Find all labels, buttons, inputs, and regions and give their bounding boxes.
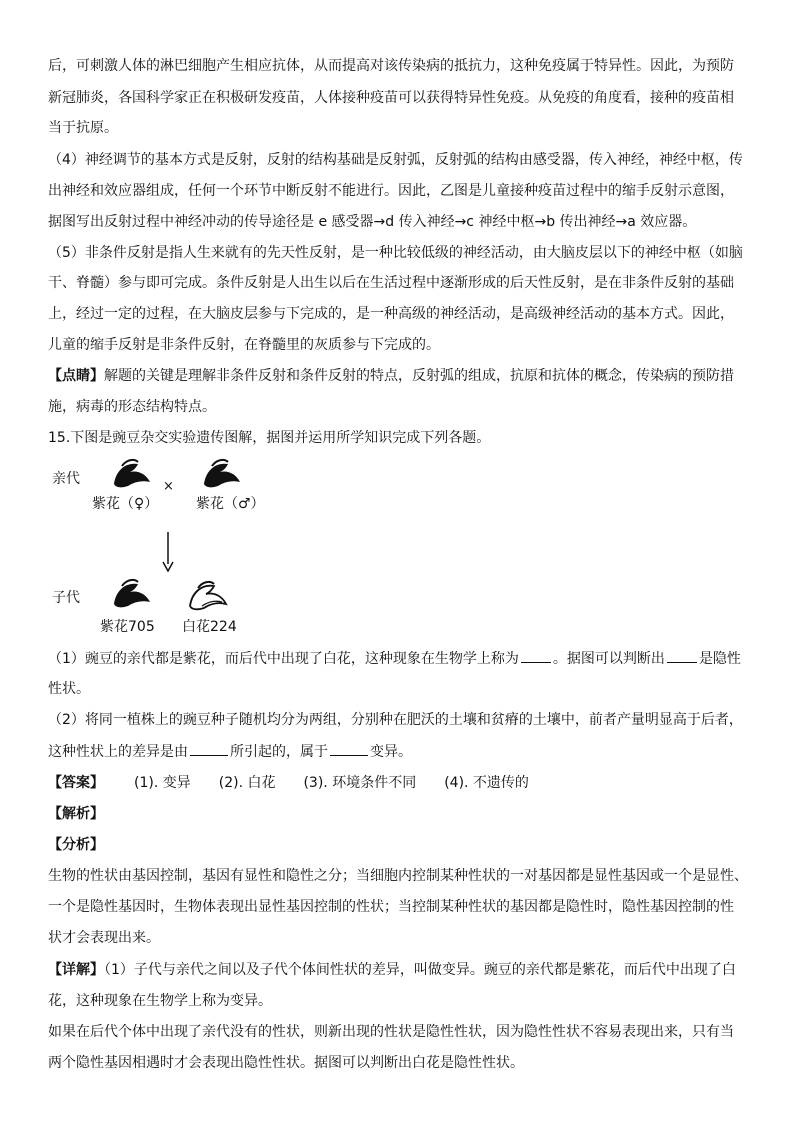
text-line: 上，经过一定的过程，在大脑皮层参与下完成的，是一种高级的神经活动，是高级神经活动的基本方式。因此， xyxy=(48,306,734,322)
text-line: 花，这种现象在生物学上称为变异。 xyxy=(48,993,272,1009)
sub-question-text: （1）豌豆的亲代都是紫花，而后代中出现了白花，这种现象在生物学上称为 xyxy=(48,651,519,667)
dianjing-tag: 【点睛】 xyxy=(48,368,104,384)
parent-1-label: 紫花（♀） xyxy=(92,496,159,512)
question-15: 15.下图是豌豆杂交实验遗传图解，据图并运用所学知识完成下列各题。 xyxy=(48,430,491,446)
sub-question-text: 这种性状上的差异是由 xyxy=(48,744,188,760)
answer-tag: 【答案】 xyxy=(48,775,104,791)
text-line: 干、脊髓）参与即可完成。条件反射是人出生以后在生活过程中逐渐形成的后天性反射，是在非条件反射的基础 xyxy=(48,275,734,291)
text-line: 施，病毒的形态结构特点。 xyxy=(48,399,216,415)
text-line: 两个隐性基因相遇时才会表现出隐性性状。据图可以判断出白花是隐性性状。 xyxy=(48,1055,524,1071)
purple-flower-icon xyxy=(108,458,154,492)
child-label: 子代 xyxy=(52,590,80,606)
text-line: 生物的性状由基因控制，基因有显性和隐性之分；当细胞内控制某种性状的一对基因都是显性基因或一个是显性、 xyxy=(48,868,748,884)
arrow-down-icon xyxy=(160,532,176,572)
text-line: 一个是隐性基因时，生物体表现出显性基因控制的性状；当控制某种性状的基因都是隐性时，隐性基因控制的性 xyxy=(48,899,734,915)
parent-label: 亲代 xyxy=(52,471,80,487)
text-line: 据图写出反射过程中神经冲动的传导途径是 e 感受器→d 传入神经→c 神经中枢→b 传出神经→a 效应器。 xyxy=(48,214,697,230)
purple-flower-icon xyxy=(108,578,154,612)
answer-item: (2). 白花 xyxy=(218,775,276,791)
purple-flower-icon xyxy=(198,458,244,492)
text-line: 后，可刺激人体的淋巴细胞产生相应抗体，从而提高对该传染病的抵抗力，这种免疫属于特异性。因此，为预防 xyxy=(48,58,734,74)
parent-2-label: 紫花（♂） xyxy=(196,496,265,512)
dianjing-text: 解题的关键是理解非条件反射和条件反射的特点，反射弧的组成，抗原和抗体的概念，传染病的预防措 xyxy=(104,368,734,384)
answer-item: (1). 变异 xyxy=(134,775,191,791)
child-2-label: 白花224 xyxy=(182,619,237,635)
sub-question-text: 变异。 xyxy=(370,744,412,760)
white-flower-icon xyxy=(184,580,230,614)
xiangjie-line xyxy=(48,960,736,980)
text-line: 新冠肺炎，各国科学家正在积极研发疫苗，人体接种疫苗可以获得特异性免疫。从免疫的角度看，接种的疫苗相 xyxy=(48,90,734,106)
text-line: 当于抗原。 xyxy=(48,120,118,136)
sub-question-text: 。据图可以判断出 xyxy=(552,651,665,667)
answer-blank[interactable] xyxy=(190,741,228,756)
sub-question-2: （2）将同一植株上的豌豆种子随机均分为两组，分别种在肥沃的土壤和贫瘠的土壤中，前者产量明显高于后者， xyxy=(48,712,743,728)
text-line xyxy=(48,741,412,762)
answer-blank[interactable] xyxy=(667,648,697,663)
text-line: 性状。 xyxy=(48,681,90,697)
cross-symbol: × xyxy=(163,479,174,494)
sub-question-text: 所引起的，属于 xyxy=(230,744,328,760)
answer-item: (3). 环境条件不同 xyxy=(303,775,417,791)
fenxi-heading: 【分析】 xyxy=(48,837,104,853)
answer-blank[interactable] xyxy=(330,741,368,756)
text-line: 出神经和效应器组成，任何一个环节中断反射不能进行。因此，乙图是儿童接种疫苗过程中的缩手反射示意图， xyxy=(48,183,734,199)
sub-question-text: 是隐性 xyxy=(698,651,741,667)
dianjing-line xyxy=(48,366,734,386)
text-line: 如果在后代个体中出现了亲代没有的性状，则新出现的性状是隐性性状，因为隐性性状不容易表现出来，只有当 xyxy=(48,1024,734,1040)
answer-item: (4). 不遗传的 xyxy=(444,775,529,791)
text-line: （5）非条件反射是指人生来就有的先天性反射，是一种比较低级的神经活动，由大脑皮层以下的神经中枢（如脑 xyxy=(48,245,743,261)
text-line: （4）神经调节的基本方式是反射，反射的结构基础是反射弧，反射弧的结构由感受器，传入神经，神经中枢，传 xyxy=(48,152,743,168)
child-1-label: 紫花705 xyxy=(100,619,155,635)
text-line: 状才会表现出来。 xyxy=(48,930,160,946)
xiangjie-tag: 【详解】 xyxy=(48,962,104,978)
answer-blank[interactable] xyxy=(521,648,551,663)
answer-line xyxy=(48,773,557,793)
jiexi-heading: 【解析】 xyxy=(48,806,104,822)
text-line: 儿童的缩手反射是非条件反射，在脊髓里的灰质参与下完成的。 xyxy=(48,337,440,353)
sub-question-1 xyxy=(48,648,741,669)
xiangjie-text: （1）子代与亲代之间以及子代个体间性状的差异，叫做变异。豌豆的亲代都是紫花，而后代中出现了白 xyxy=(104,962,736,978)
